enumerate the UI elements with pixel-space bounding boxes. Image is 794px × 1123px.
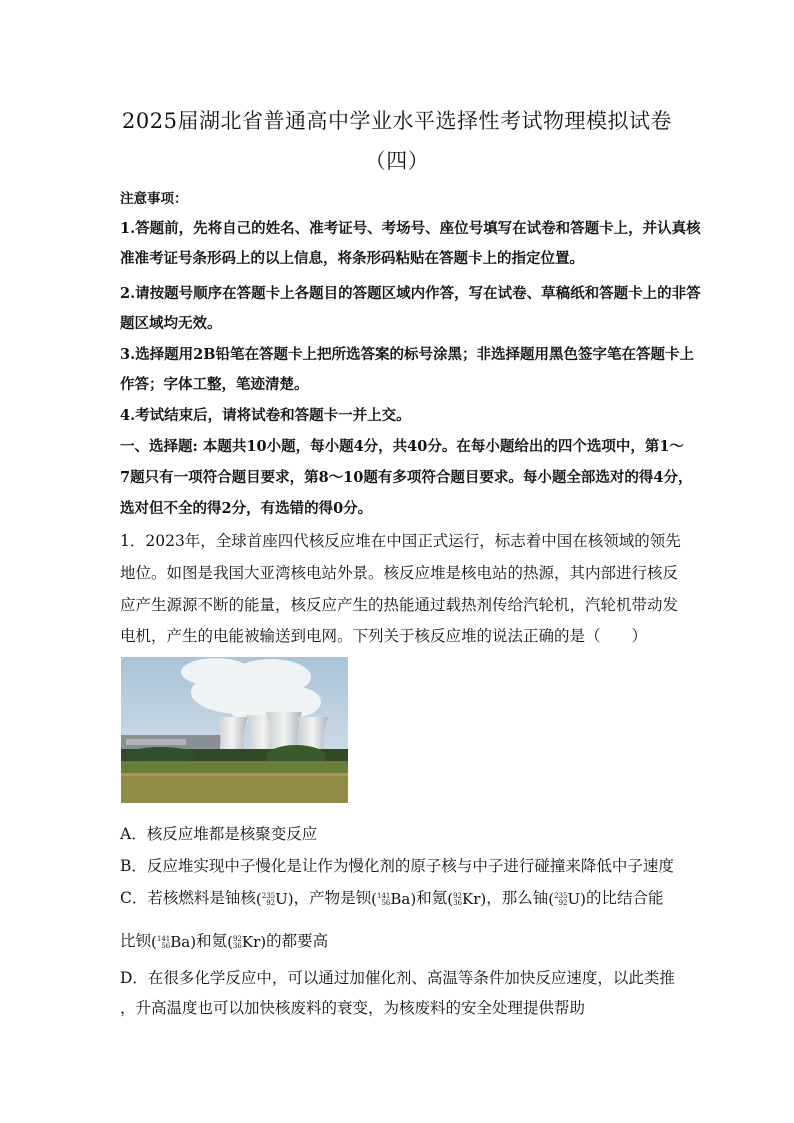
option-c-text: 的比结合能	[586, 889, 664, 907]
option-d: D．在很多化学反应中，可以通过加催化剂、高温等条件加快反应速度，以此类推	[120, 969, 675, 987]
option-b: B．反应堆实现中子慢化是让作为慢化剂的原子核与中子进行碰撞来降低中子速度	[120, 857, 674, 875]
nuclear-plant-photo	[121, 657, 348, 803]
kr-num: 36	[453, 899, 462, 907]
note-line: 4.考试结束后，请将试卷和答题卡一并上交。	[120, 407, 411, 424]
kr-symbol: Kr	[241, 933, 261, 951]
option-c-text: 和氪	[196, 932, 228, 950]
u-num: 92	[266, 899, 276, 907]
ba-mass: 141	[156, 935, 171, 943]
kr-mass: 92	[232, 935, 242, 943]
option-a: A．核反应堆都是核聚变反应	[120, 825, 318, 843]
option-d: ，升高温度也可以加快核废料的衰变，为核废料的安全处理提供帮助	[120, 999, 586, 1017]
note-line: 3.选择题用2B铅笔在答题卡上把所选答案的标号涂黑；非选择题用黑色签字笔在答题卡上	[120, 346, 694, 363]
notes-heading: 注意事项：	[120, 191, 188, 207]
note-line: 准准考证号条形码上的以上信息，将条形码粘贴在答题卡上的指定位置。	[120, 250, 584, 267]
question-stem: 地位。如图是我国大亚湾核电站外景。核反应堆是核电站的热源，其内部进行核反	[120, 564, 679, 582]
kr-num: 36	[232, 942, 242, 950]
option-c-text: 和氪	[416, 889, 448, 907]
note-line: 2.请按题号顺序在答题卡上各题目的答题区域内作答，写在试卷、草稿纸和答题卡上的非答	[120, 285, 701, 302]
option-c-line1	[120, 886, 664, 908]
ba-symbol: Ba	[390, 890, 411, 908]
note-line: 题区域均无效。	[120, 315, 222, 332]
isotope-u235: (235 92U)	[255, 890, 294, 908]
u-symbol: U	[275, 890, 288, 908]
option-c-text: 比钡	[120, 932, 152, 950]
section-instruction: 选对但不全的得2分，有选错的得0分。	[120, 500, 373, 517]
option-c-text: ，那么铀	[486, 889, 549, 907]
ba-mass: 141	[377, 892, 391, 900]
note-line: 作答；字体工整，笔迹清楚。	[120, 376, 309, 393]
u-mass: 235	[554, 892, 568, 900]
kr-symbol: Kr	[462, 890, 481, 908]
isotope-u235: (235 92U)	[548, 890, 587, 908]
ba-num: 56	[161, 942, 171, 950]
isotope-ba141: (141 56Ba)	[151, 933, 197, 951]
option-c-text: C．若核燃料是铀核	[120, 889, 256, 907]
ba-symbol: Ba	[170, 933, 191, 951]
isotope-ba141: (141 56Ba)	[371, 890, 417, 908]
u-symbol: U	[567, 890, 581, 908]
question-stem: 应产生源源不断的能量，核反应产生的热能通过载热剂传给汽轮机，汽轮机带动发	[120, 596, 679, 614]
ba-num: 56	[381, 899, 391, 907]
question-stem: 1．2023年，全球首座四代核反应堆在中国正式运行，标志着中国在核领域的领先	[120, 532, 681, 550]
option-c-text: 的都要高	[266, 932, 329, 950]
u-mass: 235	[261, 892, 276, 900]
option-c-line2	[120, 929, 328, 951]
note-line: 1.答题前，先将自己的姓名、准考证号、考场号、座位号填写在试卷和答题卡上，并认真核	[120, 220, 701, 237]
option-c-text: ，产物是钡	[293, 889, 372, 907]
kr-mass: 92	[453, 892, 462, 900]
isotope-kr92: (92 36Kr)	[447, 890, 487, 908]
isotope-kr92: (92 36Kr)	[227, 933, 267, 951]
section-instruction: 一、选择题: 本题共10小题，每小题4分，共40分。在每小题给出的四个选项中，第1～	[120, 438, 684, 455]
exam-title: 2025届湖北省普通高中学业水平选择性考试物理模拟试卷	[122, 109, 672, 133]
u-num: 92	[558, 899, 568, 907]
exam-subtitle: （四）	[364, 149, 430, 173]
question-stem: 电机，产生的电能被输送到电网。下列关于核反应堆的说法正确的是（ ）	[120, 627, 648, 645]
section-instruction: 7题只有一项符合题目要求，第8～10题有多项符合题目要求。每小题全部选对的得4分，	[120, 469, 693, 486]
